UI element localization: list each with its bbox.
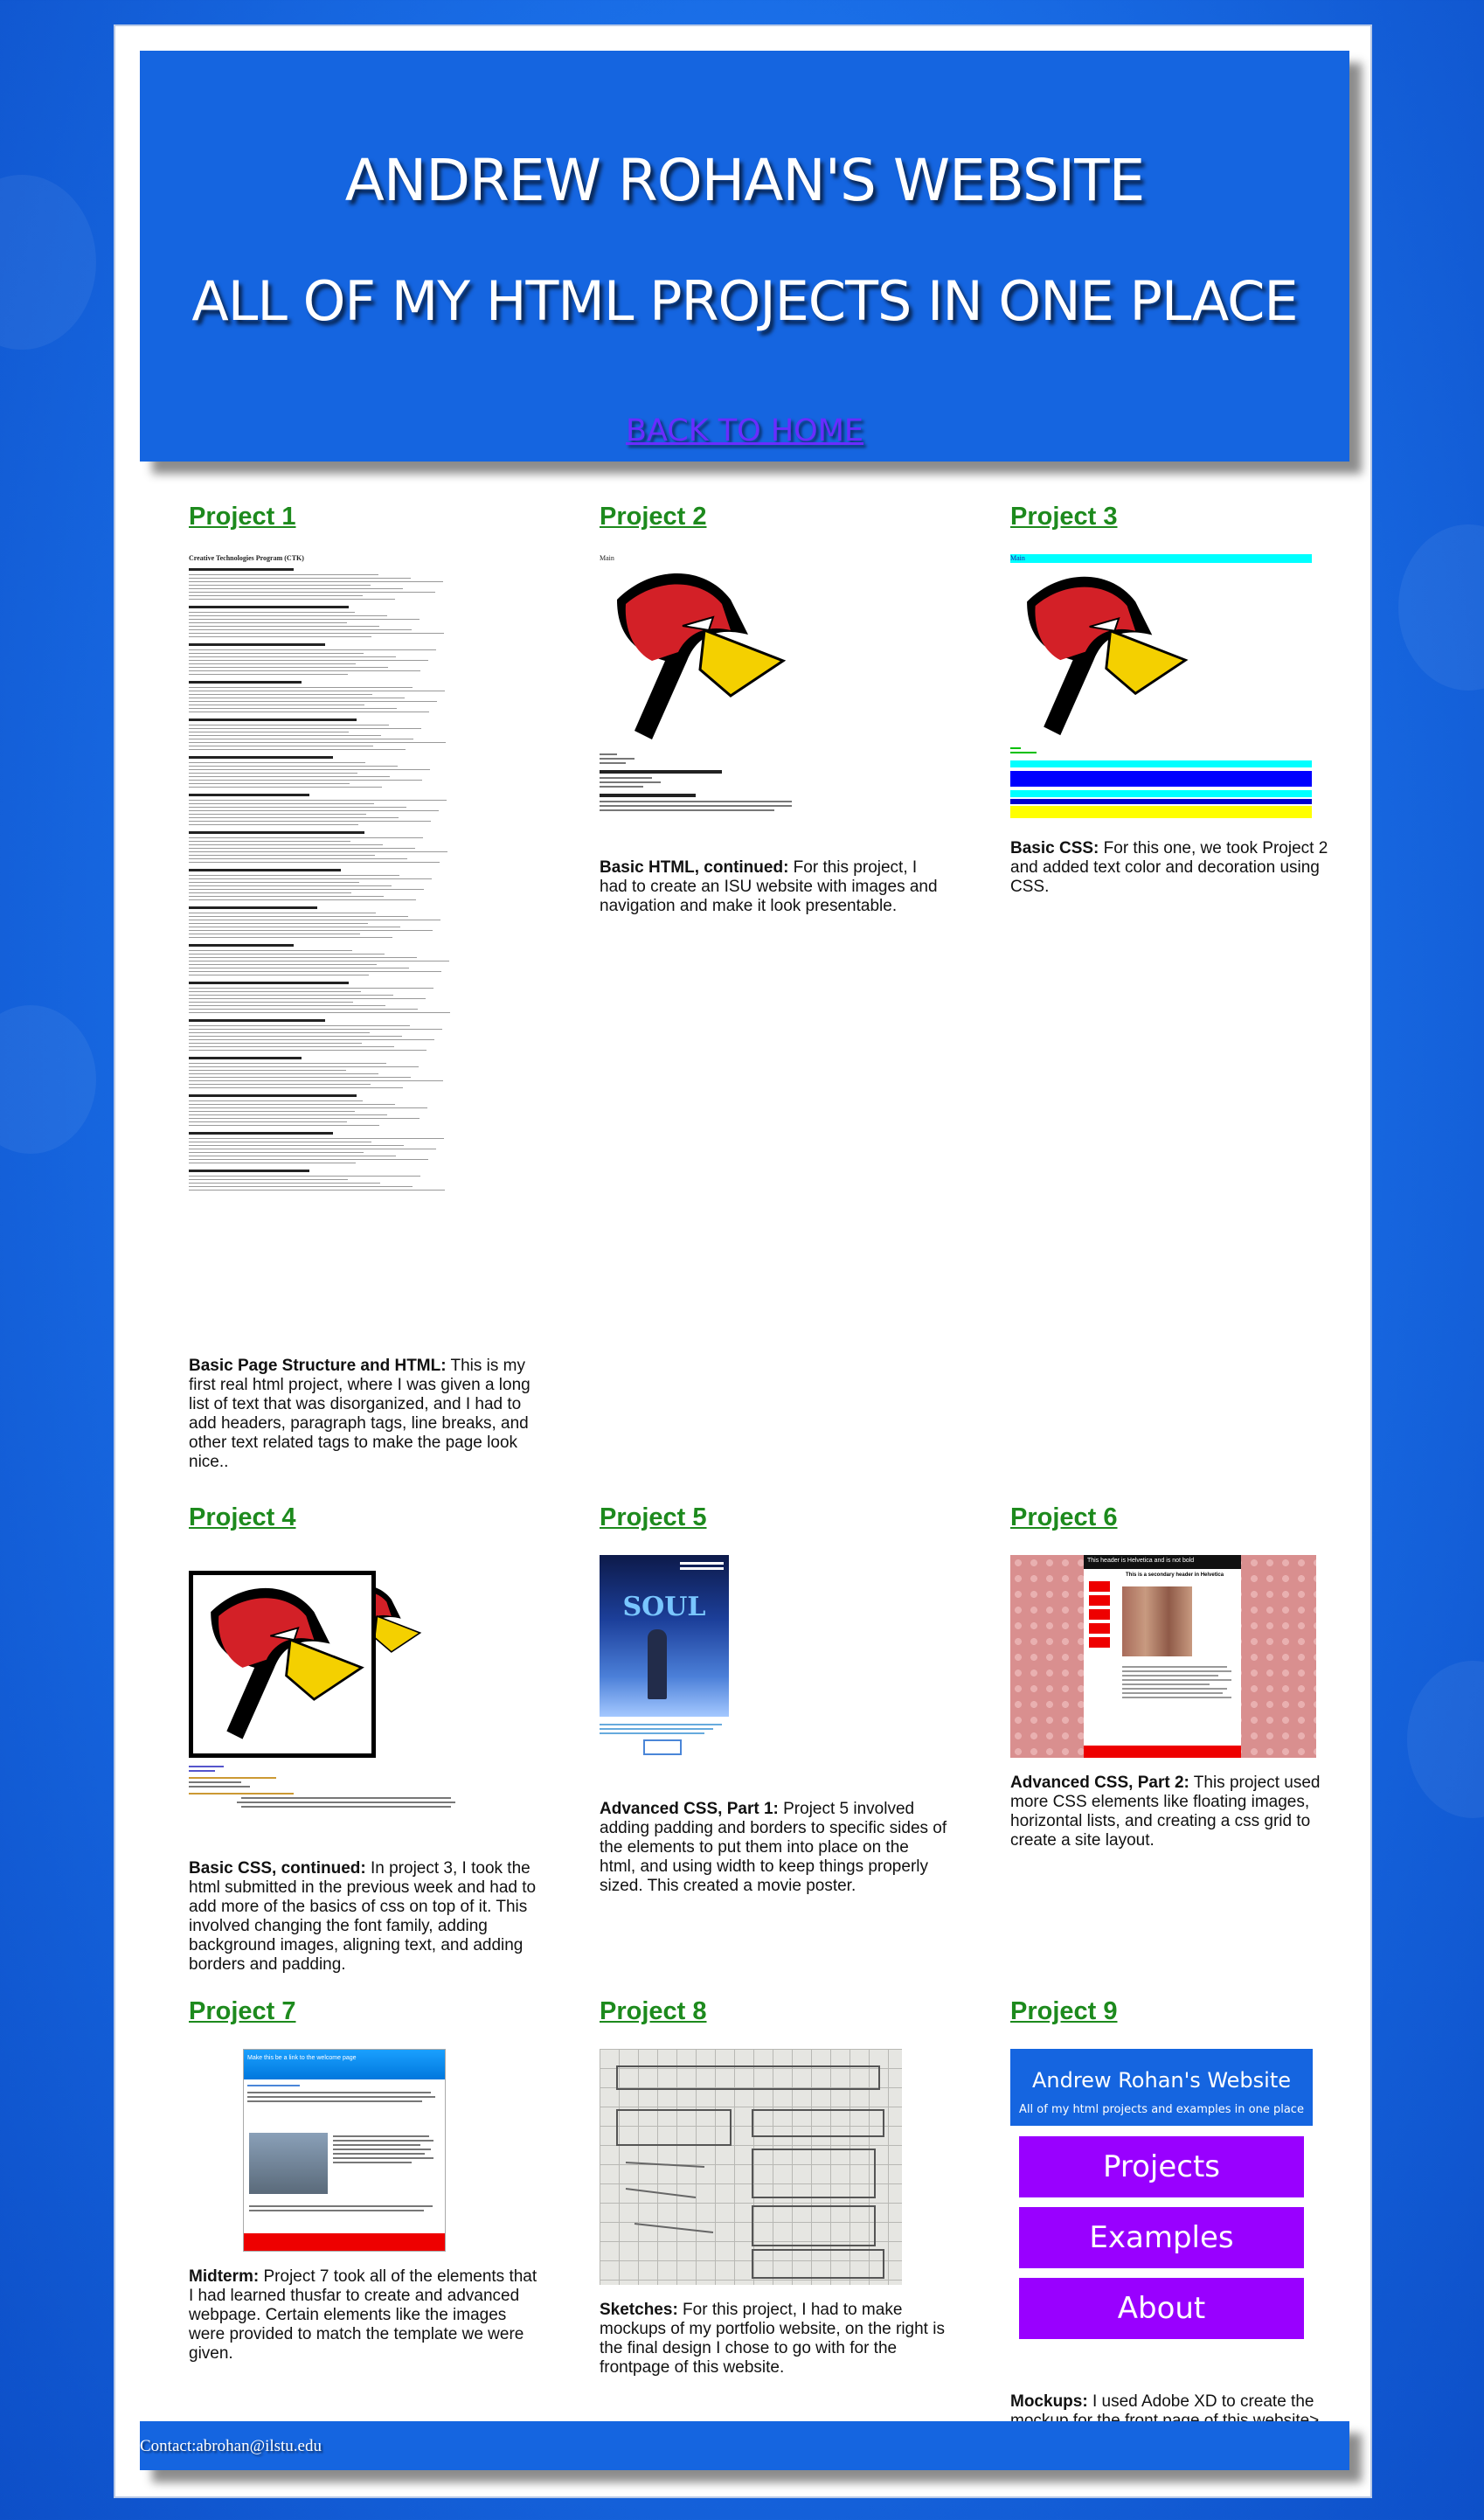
- project-4: [189, 1503, 538, 1975]
- project-1-description: Basic Page Structure and HTML: This is my first real html project, where I was given a long list of text that was disorganized, and I had to add headers, paragraph tags, line breaks, and other text related tags to make the page look nice..: [189, 1357, 530, 1471]
- cardinal-logo-icon: [1010, 566, 1194, 741]
- project-8-link[interactable]: Project 8: [600, 1997, 707, 2025]
- poster-title: SOUL: [622, 1592, 706, 1622]
- project-1-thumbnail[interactable]: [189, 554, 451, 1341]
- project-3-link[interactable]: Project 3: [1010, 503, 1118, 531]
- project-7-description: Midterm: Project 7 took all of the elements that I had learned thusfar to create and advanced webpage. Certain elements like the images were provided to match the template we were given.: [189, 2267, 537, 2363]
- background-decoration: [1398, 524, 1484, 691]
- background-decoration: [0, 175, 96, 350]
- project-4-description: Basic CSS, continued: In project 3, I took the html submitted in the previous week and had to add more of the basics of css on top of it. This involved changing the font family, adding background images, aligning text, and adding borders and padding.: [189, 1859, 537, 1974]
- project-2: [600, 503, 949, 916]
- background-decoration: [0, 1005, 96, 1154]
- project-1: [189, 503, 538, 1472]
- contact-email: Contact:abrohan@ilstu.edu: [140, 2437, 322, 2455]
- project-5: [600, 1503, 949, 1896]
- project-8-description: Sketches: For this project, I had to make mockups of my portfolio website, on the right is the final design I chose to go with for the frontpage of this website.: [600, 2301, 945, 2377]
- project-3-thumbnail[interactable]: [1010, 554, 1316, 823]
- cardinal-logo-icon: [195, 1579, 370, 1745]
- mockup-about-button: About: [1019, 2278, 1304, 2339]
- site-title: ANDREW ROHAN'S WEBSITE: [344, 147, 1145, 214]
- project-9: [1010, 1997, 1360, 2431]
- project-5-thumbnail[interactable]: [600, 1555, 731, 1784]
- mockup-projects-button: Projects: [1019, 2136, 1304, 2197]
- mockup-title: Andrew Rohan's Website: [1031, 2068, 1292, 2093]
- thumb-doc-title: Creative Technologies Program (CTK): [189, 554, 304, 562]
- sketch-drawing-icon: [600, 2049, 902, 2285]
- project-3-description: Basic CSS: For this one, we took Project 2 and added text color and decoration using CSS.: [1010, 839, 1328, 896]
- project-6-description: Advanced CSS, Part 2: This project used more CSS elements like floating images, horizontal lists, and creating a css grid to create a site layout.: [1010, 1774, 1321, 1850]
- project-4-link[interactable]: Project 4: [189, 1503, 296, 1531]
- project-1-link[interactable]: Project 1: [189, 503, 296, 531]
- project-2-thumbnail[interactable]: [600, 554, 809, 843]
- project-5-link[interactable]: Project 5: [600, 1503, 707, 1531]
- thumb-main-label: Main: [1010, 554, 1312, 563]
- mockup-subtitle: All of my html projects and examples in one place: [1019, 2103, 1304, 2116]
- project-3: [1010, 503, 1360, 897]
- project-5-description: Advanced CSS, Part 1: Project 5 involved adding padding and borders to specific sides of the elements to put them into place on the html, and using width to keep things properly sized. This created a movie poster.: [600, 1800, 947, 1895]
- project-8: [600, 1997, 949, 2378]
- project-7-thumbnail[interactable]: [243, 2049, 446, 2252]
- thumb-subheader: This is a secondary header in Helvetica: [1126, 1572, 1224, 1578]
- cardinal-logo-icon: [600, 565, 792, 744]
- project-6-link[interactable]: Project 6: [1010, 1503, 1118, 1531]
- thumb-header: Make this be a link to the welcome page: [244, 2050, 445, 2079]
- project-6: [1010, 1503, 1360, 1850]
- background-decoration: [1407, 1661, 1484, 1818]
- mockup-examples-button: Examples: [1019, 2207, 1304, 2268]
- project-2-link[interactable]: Project 2: [600, 503, 707, 531]
- project-7: [189, 1997, 538, 2364]
- project-8-thumbnail[interactable]: [600, 2049, 902, 2285]
- back-to-home-link[interactable]: BACK TO HOME: [625, 413, 864, 448]
- project-9-description: Mockups: I used Adobe XD to create the: [1010, 2392, 1314, 2411]
- project-9-thumbnail[interactable]: [1010, 2049, 1313, 2377]
- thumb-main-label: Main: [600, 554, 614, 562]
- site-footer: [140, 2421, 1349, 2470]
- thumb-doc-body: [189, 568, 451, 1191]
- project-7-link[interactable]: Project 7: [189, 1997, 296, 2025]
- project-6-thumbnail[interactable]: [1010, 1555, 1316, 1758]
- page-container: [114, 24, 1372, 2498]
- project-4-thumbnail[interactable]: [189, 1555, 521, 1843]
- site-subtitle: ALL OF MY HTML PROJECTS IN ONE PLACE: [191, 269, 1298, 333]
- site-header: [140, 51, 1349, 462]
- project-2-description: Basic HTML, continued: For this project, I had to create an ISU website with images and navigation and make it look presentable.: [600, 858, 938, 915]
- project-9-link[interactable]: Project 9: [1010, 1997, 1118, 2025]
- thumb-header: This header is Helvetica and is not bold: [1084, 1555, 1241, 1569]
